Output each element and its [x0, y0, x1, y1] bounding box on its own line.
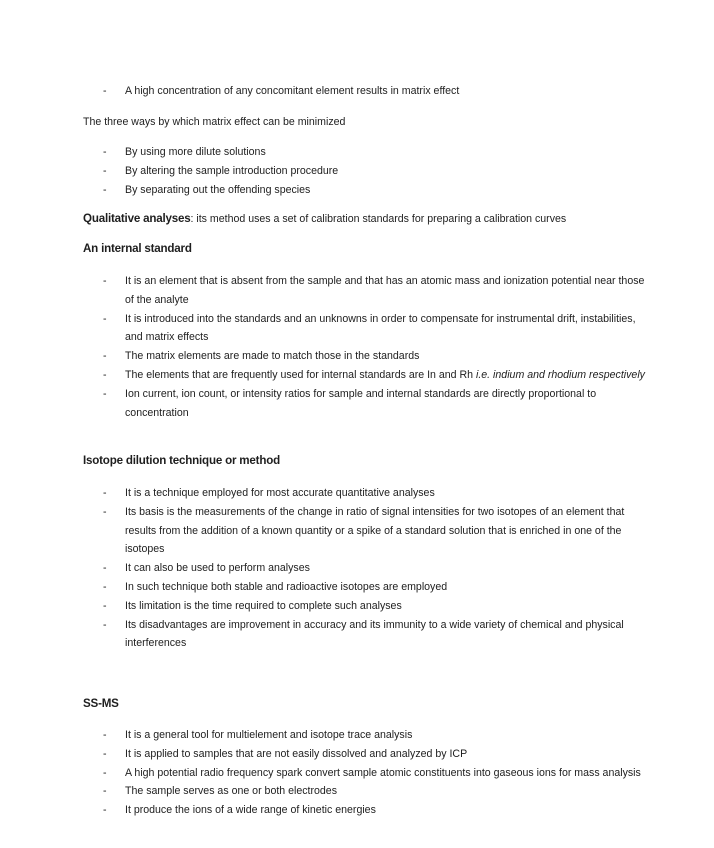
bullet-dash: - [103, 183, 107, 196]
matrix-effect-list [83, 82, 654, 101]
list-item: - Its limitation is the time required to complete such analyses [83, 597, 654, 616]
internal-standard-list [83, 272, 654, 422]
internal-standard-heading: An internal standard [83, 242, 192, 255]
emphasis-text: i.e. indium and rhodium respectively [475, 368, 645, 381]
list-item: - It can also be used to perform analyses [83, 559, 654, 578]
qualitative-term: Qualitative analyses [83, 212, 191, 225]
bullet-dash: - [103, 599, 107, 612]
list-item: - It is a general tool for multielement and isotope trace analysis [83, 726, 654, 745]
list-item: - Ion current, ion count, or intensity ratios for sample and internal standards are directly proportional to concentration [83, 385, 654, 423]
matrix-intro-paragraph: The three ways by which matrix effect can be minimized [83, 116, 346, 128]
qualitative-paragraph [83, 210, 654, 228]
bullet-dash: - [103, 747, 107, 760]
bullet-dash: - [103, 562, 107, 575]
list-item: - The matrix elements are made to match those in the standards [83, 347, 654, 366]
bullet-dash: - [103, 164, 107, 177]
bullet-dash: - [103, 146, 107, 158]
list-item: - By altering the sample introduction procedure [83, 162, 654, 181]
bullet-dash: - [103, 785, 107, 798]
bullet-dash: - [103, 804, 107, 817]
bullet-dash: - [103, 85, 107, 97]
list-item: - In such technique both stable and radioactive isotopes are employed [83, 578, 654, 597]
bullet-dash: - [103, 487, 107, 499]
isotope-dilution-list [83, 484, 654, 653]
list-item: - It is introduced into the standards and an unknowns in order to compensate for instrumental drift, instabilities, and matrix effects [83, 310, 654, 348]
list-item: - By separating out the offending species [83, 181, 654, 200]
bullet-dash: - [103, 387, 107, 400]
bullet-dash: - [103, 275, 107, 287]
bullet-dash: - [103, 312, 107, 325]
list-item: - A high concentration of any concomitant element results in matrix effect [83, 82, 654, 101]
list-item: - It is an element that is absent from the sample and that has an atomic mass and ionization potential near those of the analyte [83, 272, 654, 310]
list-item: - It is applied to samples that are not easily dissolved and analyzed by ICP [83, 745, 654, 764]
list-item: - It is a technique employed for most accurate quantitative analyses [83, 484, 654, 503]
list-item: - The elements that are frequently used for internal standards are In and Rh i.e. indium and rhodium respectively [83, 366, 654, 385]
ssms-heading: SS-MS [83, 697, 119, 710]
bullet-dash: - [103, 505, 107, 518]
list-item: - A high potential radio frequency spark convert sample atomic constituents into gaseous ions for mass analysis [83, 764, 654, 783]
bullet-dash: - [103, 350, 107, 363]
list-item: - Its basis is the measurements of the change in ratio of signal intensities for two isotopes of an element that results from the addition of a known quantity or a spike of a standard solution that is enriched in one of the isotopes [83, 503, 654, 559]
matrix-ways-list [83, 143, 654, 199]
list-item: - By using more dilute solutions [83, 143, 654, 162]
bullet-dash: - [103, 766, 107, 779]
bullet-dash: - [103, 729, 107, 741]
bullet-dash: - [103, 580, 107, 593]
list-item: - Its disadvantages are improvement in accuracy and its immunity to a wide variety of chemical and physical interferences [83, 616, 654, 654]
isotope-dilution-heading: Isotope dilution technique or method [83, 454, 280, 467]
ssms-list [83, 726, 654, 820]
bullet-dash: - [103, 618, 107, 631]
list-item: - The sample serves as one or both electrodes [83, 782, 654, 801]
list-item: - It produce the ions of a wide range of kinetic energies [83, 801, 654, 820]
qualitative-text: : its method uses a set of calibration standards for preparing a calibration curves [190, 213, 567, 225]
bullet-dash: - [103, 368, 107, 381]
